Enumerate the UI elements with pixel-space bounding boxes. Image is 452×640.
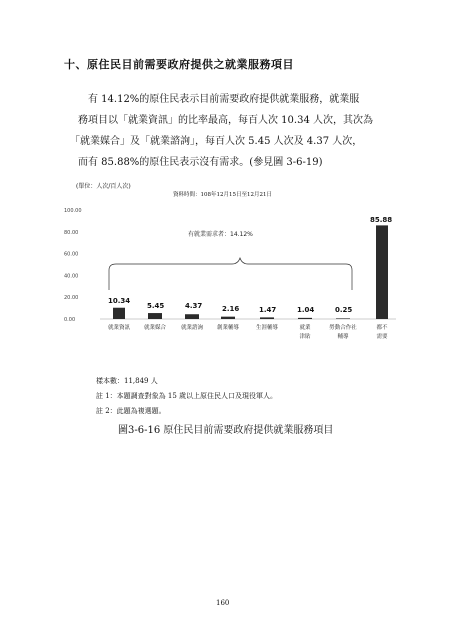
data-label: 5.45 — [147, 302, 165, 310]
category-label: 都不需要 — [376, 325, 388, 340]
bar — [298, 318, 312, 319]
bar — [376, 225, 388, 319]
data-label: 1.04 — [297, 306, 315, 314]
data-label: 2.16 — [222, 305, 240, 313]
category-label: 就業資訊 — [107, 325, 131, 331]
bar — [221, 317, 235, 319]
paragraph-line: 務項目以「就業資訊」的比率最高，每百人次 10.34 人次，其次為 — [78, 115, 373, 126]
paragraph-line: 而有 85.88%的原住民表示沒有需求。(參見圖 3-6-19) — [78, 157, 323, 168]
category-label: 就業媒合 — [143, 325, 167, 331]
category-label: 就業津貼 — [299, 325, 311, 340]
figure-caption: 圖3-6-16 原住民目前需要政府提供就業服務項目 — [118, 425, 334, 436]
y-tick-label: 100.00 — [64, 208, 82, 214]
data-label: 10.34 — [108, 297, 131, 305]
category-label: 創業輔導 — [216, 325, 240, 331]
chart-unit-label: (單位：人次/百人次) — [76, 183, 131, 190]
page-number: 160 — [216, 599, 230, 607]
footnote-1: 註 1：本題調查對象為 15 歲以上原住民人口及現役軍人。 — [96, 392, 278, 400]
category-label: 就業諮詢 — [180, 325, 204, 331]
data-label: 1.47 — [259, 306, 277, 314]
bar — [113, 308, 125, 319]
annotation-brace — [109, 258, 352, 290]
bar — [336, 318, 350, 319]
y-tick-label: 20.00 — [64, 295, 79, 302]
y-tick-label: 80.00 — [64, 229, 79, 236]
y-tick-label: 40.00 — [64, 273, 79, 280]
paragraph — [68, 89, 398, 173]
chart-survey-time: 資料時間：108年12月15日至12月21日 — [173, 192, 272, 198]
sample-size-note: 樣本數：11,849 人 — [96, 377, 158, 385]
footnote-2: 註 2：此題為複選題。 — [96, 407, 166, 415]
paragraph-line: 「就業媒合」及「就業諮詢」，每百人次 5.45 人次及 4.37 人次， — [70, 136, 363, 147]
bar — [185, 314, 199, 319]
bar — [260, 317, 274, 319]
paragraph-line: 有 14.12%的原住民表示目前需要政府提供就業服務，就業服 — [88, 94, 360, 105]
y-tick-label: 0.00 — [64, 317, 76, 323]
section-heading: 十、原住民目前需要政府提供之就業服務項目 — [64, 58, 294, 71]
bar — [148, 313, 162, 319]
data-label: 0.25 — [335, 306, 353, 314]
data-label: 4.37 — [185, 302, 203, 310]
bar-chart — [64, 200, 404, 345]
annotation-label: 有就業需求者：14.12% — [188, 231, 253, 238]
y-tick-label: 60.00 — [64, 251, 79, 258]
category-label: 勞動合作社輔導 — [329, 325, 357, 340]
data-label: 85.88 — [370, 216, 393, 224]
category-label: 生涯輔導 — [255, 325, 279, 331]
